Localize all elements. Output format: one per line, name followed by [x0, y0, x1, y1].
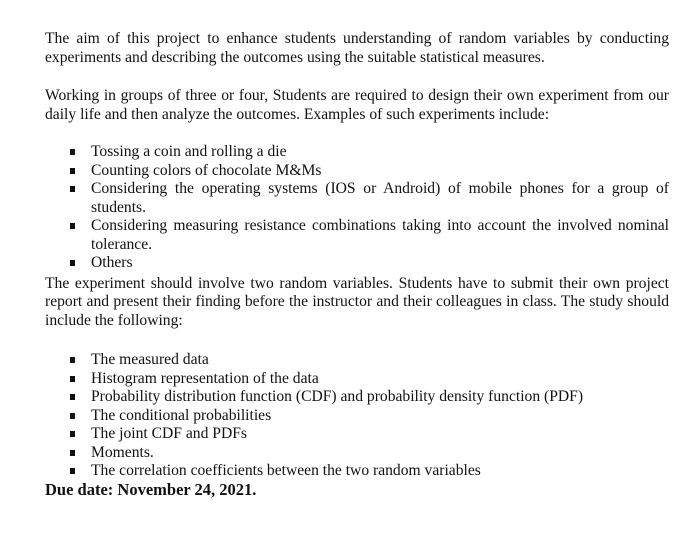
list-item: The measured data [45, 351, 669, 370]
bullet-icon [70, 431, 75, 437]
intro-paragraph: The aim of this project to enhance students understanding of random variables by conducting experiments and describing the outcomes using the suitable statistical measures. [45, 30, 669, 66]
list-item: Counting colors of chocolate M&Ms [45, 162, 669, 181]
groups-paragraph: Working in groups of three or four, Students are required to design their own experiment from our daily life and then analyze the outcomes. Examples of such experiments include: [45, 87, 669, 123]
list-item: Tossing a coin and rolling a die [45, 143, 669, 162]
bullet-icon [70, 376, 75, 382]
requirements-paragraph: The experiment should involve two random variables. Students have to submit their own project report and present their finding before the instructor and their colleagues in class. The study should include the following: [45, 274, 669, 329]
list-item: The joint CDF and PDFs [45, 425, 669, 444]
list-item: Histogram representation of the data [45, 370, 669, 389]
bullet-icon [70, 413, 75, 419]
list-item: Probability distribution function (CDF) and probability density function (PDF) [45, 388, 669, 407]
study-items-list [45, 351, 669, 481]
list-item: Considering the operating systems (IOS or Android) of mobile phones for a group of students. [45, 180, 669, 217]
bullet-icon [70, 357, 75, 363]
bullet-icon [70, 168, 75, 174]
bullet-icon [70, 394, 75, 400]
bullet-icon [70, 149, 75, 155]
bullet-icon [70, 260, 75, 266]
list-item: Considering measuring resistance combinations taking into account the involved nominal tolerance. [45, 217, 669, 254]
bullet-icon [70, 450, 75, 456]
list-item: The conditional probabilities [45, 407, 669, 426]
examples-list [45, 143, 669, 273]
bullet-icon [70, 223, 75, 229]
document-page [45, 30, 669, 499]
bullet-icon [70, 186, 75, 192]
bullet-icon [70, 468, 75, 474]
list-item: Others [45, 254, 669, 273]
list-item: Moments. [45, 444, 669, 463]
due-date: Due date: November 24, 2021. [45, 479, 257, 499]
list-item: The correlation coefficients between the two random variables [45, 462, 669, 481]
